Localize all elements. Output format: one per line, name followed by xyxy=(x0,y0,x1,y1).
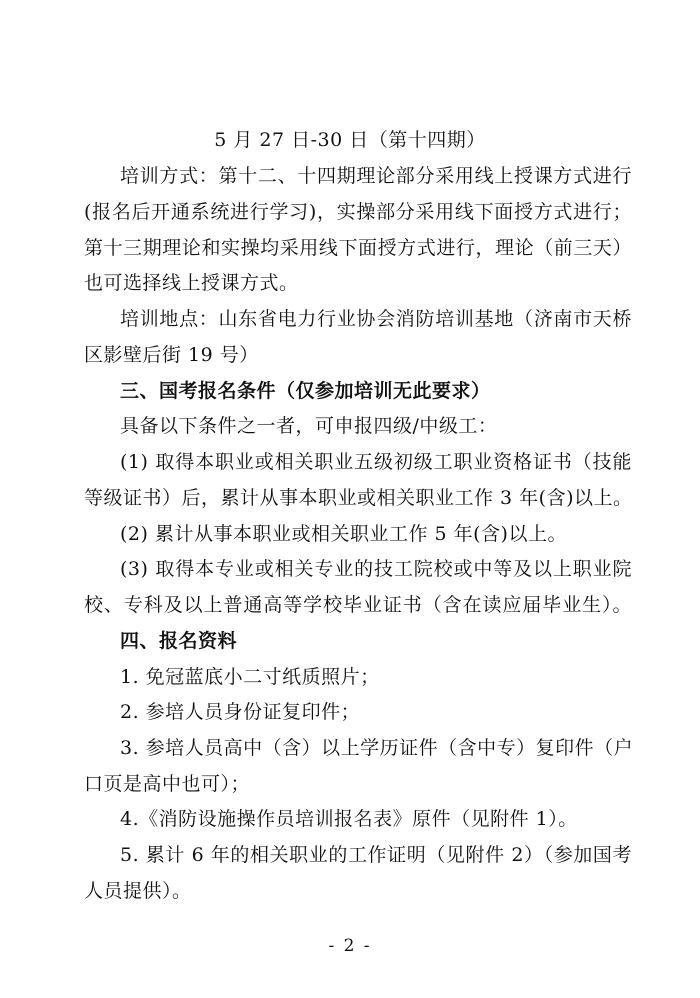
section3-intro: 具备以下条件之一者，可申报四级/中级工： xyxy=(120,415,498,437)
section3-item1-line-2: 等级证书）后，累计从事本职业或相关职业工作 3 年(含)以上。 xyxy=(84,487,633,509)
section3-item3-line-1: (3) 取得本专业或相关专业的技工院校或中等及以上职业院 xyxy=(120,558,632,580)
training-method-line-2: (报名后开通系统进行学习)，实操部分采用线下面授方式进行； xyxy=(84,201,632,223)
section4-heading: 四、报名资料 xyxy=(120,630,238,652)
date-line: 5 月 27 日-30 日（第十四期） xyxy=(214,129,486,151)
section4-item5-line-2: 人员提供）。 xyxy=(84,880,192,902)
training-method-line-3: 第十三期理论和实操均采用线下面授方式进行，理论（前三天） xyxy=(84,237,632,259)
section4-item3-line-2: 口页是高中也可）； xyxy=(84,773,251,795)
section3-item2: (2) 累计从事本职业或相关职业工作 5 年(含)以上。 xyxy=(120,523,567,545)
section4-item2: 2. 参培人员身份证复印件； xyxy=(120,701,361,723)
training-method-line-1: 培训方式：第十二、十四期理论部分采用线上授课方式进行 xyxy=(120,165,632,187)
page-number: - 2 - xyxy=(328,936,372,956)
training-location-line-2: 区影壁后街 19 号） xyxy=(84,344,259,366)
section3-heading: 三、国考报名条件（仅参加培训无此要求） xyxy=(120,380,491,402)
section4-item3-line-1: 3. 参培人员高中（含）以上学历证件（含中专）复印件（户 xyxy=(120,737,634,759)
section3-item3-line-2: 校、专科及以上普通高等学校毕业证书（含在读应届毕业生）。 xyxy=(84,594,632,616)
section4-item5-line-1: 5. 累计 6 年的相关职业的工作证明（见附件 2）（参加国考 xyxy=(120,844,632,866)
training-method-line-4: 也可选择线上授课方式。 xyxy=(84,272,299,294)
section3-item1-line-1: (1) 取得本职业或相关职业五级初级工职业资格证书（技能 xyxy=(120,451,632,473)
section4-item1: 1. 免冠蓝底小二寸纸质照片； xyxy=(120,666,380,688)
section4-item4: 4.《消防设施操作员培训报名表》原件（见附件 1）。 xyxy=(120,808,578,830)
training-location-line-1: 培训地点：山东省电力行业协会消防培训基地（济南市天桥 xyxy=(120,308,632,330)
